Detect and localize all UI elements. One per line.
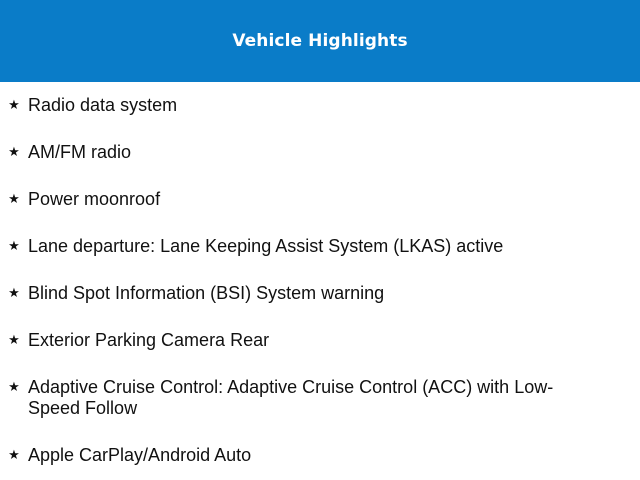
list-item [0,189,640,210]
list-item-label: Power moonroof [28,189,161,209]
list-item [0,330,640,351]
star-icon: ★ [8,239,20,254]
star-icon: ★ [8,333,20,348]
star-icon: ★ [8,192,20,207]
star-icon: ★ [8,286,20,301]
star-icon: ★ [8,145,20,160]
list-item-label: Adaptive Cruise Control: Adaptive Cruise Control (ACC) with Low-Speed Follow [28,377,554,418]
list-item-label: Radio data system [28,95,178,115]
star-icon: ★ [8,380,20,395]
star-icon: ★ [8,98,20,113]
list-item [0,95,640,116]
list-item-label: Lane departure: Lane Keeping Assist System (LKAS) active [28,236,504,256]
star-icon: ★ [8,448,20,463]
list-item-label: Exterior Parking Camera Rear [28,330,270,350]
list-item [0,377,640,419]
list-item [0,283,640,304]
list-item-label: Blind Spot Information (BSI) System warning [28,283,385,303]
header-banner [0,0,640,82]
page-title: Vehicle Highlights [232,31,408,51]
list-item [0,142,640,163]
list-item [0,445,640,466]
list-item-label: Apple CarPlay/Android Auto [28,445,252,465]
list-item-label: AM/FM radio [28,142,132,162]
list-item [0,236,640,257]
